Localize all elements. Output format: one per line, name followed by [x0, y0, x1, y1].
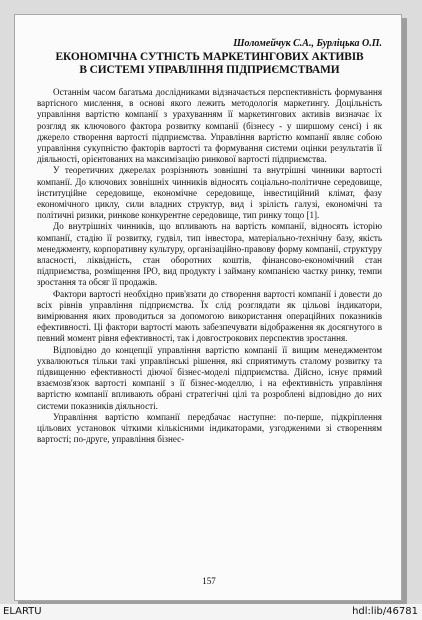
- page-content: [37, 38, 382, 446]
- article-title: [37, 51, 382, 77]
- title-line-2: В СИСТЕМІ УПРАВЛІННЯ ПІДПРИЄМСТВАМИ: [79, 64, 340, 76]
- page-shadow-right: [402, 18, 407, 605]
- paragraph-1: Останнім часом багатьма дослідниками відзначається перспективність формування вартісного мислення, в основі якого лежить методологія маркетингу. Доцільність управління вартістю компанії з урахуванням її маркетингових активів визначає їх розгляд як ключового фактора розвитку компанії (бізнесу - у ширшому сенсі) і як джерело створення вартості підприємства. Управління вартістю компанії являє собою управління сукупністю факторів вартості та формування системи оцінки результатів її діяльності, орієнтованих на максимізацію ринкової вартості підприємства.: [37, 87, 382, 165]
- paragraph-3: До внутрішніх чинників, що впливають на вартість компанії, відносять історію компанії, стадію її розвитку, гудвіл, тип інвестора, матеріально-технічну базу, якість менеджменту, корпоративну культуру, організаційно-правову форму компанії, структуру власності, ліквідність, стан оборотних коштів, фінансово-економічний стан підприємства, розміщення IPO, вид продукту і займану компанією частку ринку, темпи зростання та обсяг її продажів.: [37, 221, 382, 288]
- page-number: 157: [202, 576, 216, 586]
- viewer-footer: [0, 604, 422, 620]
- paragraph-2: У теоретичних джерелах розрізняють зовнішні та внутрішні чинники вартості компанії. До ключових зовнішніх чинників відносять соціально-політичне середовище, інституційне середовище, економічне середовище, інвестиційний клімат, фазу економічного циклу, сили владних структур, вид і зрілість галузі, економічні та політичні ризики, ринкове конкурентне середовище, тип ринку тощо [1].: [37, 165, 382, 221]
- paragraph-5: Відповідно до концепції управління вартістю компанії її вищим менеджментом ухвалюються тільки такі управлінські рішення, які сприятимуть сталому розвитку та підвищенню ефективності діючої бізнес-моделі підприємства. Дійсно, існує прямий взаємозв'язок вартості компанії з її бізнес-моделлю, і на ефективність управління вартістю компанії впливають обрані стратегічні цілі та розроблені відповідно до них системи показників діяльності.: [37, 344, 382, 411]
- authors: Шоломейчук С.А., Бурліцька О.П.: [233, 38, 382, 49]
- repository-name: ELARTU: [3, 606, 42, 617]
- paragraph-6: Управління вартістю компанії передбачає наступне: по-перше, підкріплення цільових установок чіткими кількісними індикаторами, узгодженими зі створенням вартості; по-друге, управління бізнес-: [37, 411, 382, 445]
- handle-link[interactable]: hdl:lib/46781: [352, 606, 418, 617]
- title-line-1: ЕКОНОМІЧНА СУТНІСТЬ МАРКЕТИНГОВИХ АКТИВІВ: [55, 51, 364, 63]
- paragraph-4: Фактори вартості необхідно прив'язати до створення вартості компанії і довести до всіх рівнів управління підприємства. Їх слід розглядати як цільові індикатори, вимірювання яких проводиться за допомогою використання операційних показників ефективності. Ці фактори вартості мають забезпечувати відображення як досягнутого в певний момент рівня ефективності, так і довгострокових перспектив зростання.: [37, 288, 382, 344]
